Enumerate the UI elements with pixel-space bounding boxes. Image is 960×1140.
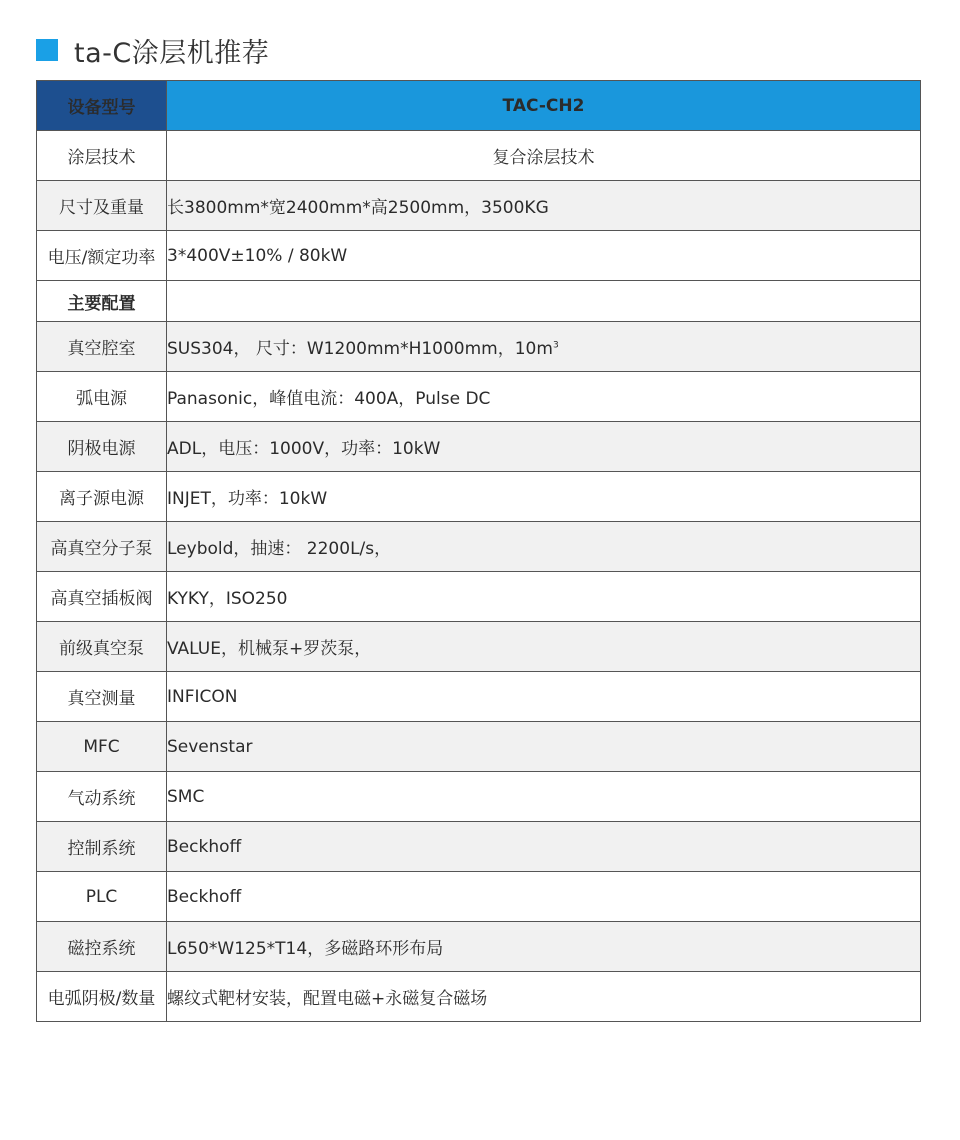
row-value: 长3800mm*宽2400mm*高2500mm，3500KG	[167, 181, 921, 231]
section-row	[37, 281, 921, 322]
table-row	[37, 231, 921, 281]
row-value: Leybold，抽速： 2200L/s，	[167, 522, 921, 572]
row-value: Beckhoff	[167, 872, 921, 922]
table-row	[37, 181, 921, 231]
row-label: 尺寸及重量	[37, 181, 167, 231]
row-value: INFICON	[167, 672, 921, 722]
page-header	[36, 30, 269, 70]
square-bullet-icon	[36, 39, 58, 61]
row-label: 电压/额定功率	[37, 231, 167, 281]
table-header-row	[37, 81, 921, 131]
row-value: INJET，功率：10kW	[167, 472, 921, 522]
row-label: 阴极电源	[37, 422, 167, 472]
row-label: 前级真空泵	[37, 622, 167, 672]
row-value: KYKY，ISO250	[167, 572, 921, 622]
row-value: 3*400V±10% / 80kW	[167, 231, 921, 281]
page-title: ta-C涂层机推荐	[74, 37, 270, 69]
table-row	[37, 772, 921, 822]
table-row	[37, 822, 921, 872]
row-value: Beckhoff	[167, 822, 921, 872]
row-value: 复合涂层技术	[167, 131, 921, 181]
row-label: 磁控系统	[37, 922, 167, 972]
header-model: TAC-CH2	[167, 81, 921, 131]
table-row	[37, 131, 921, 181]
table-row	[37, 872, 921, 922]
spec-table	[36, 80, 921, 1022]
table-row	[37, 622, 921, 672]
table-row	[37, 572, 921, 622]
table-row	[37, 972, 921, 1022]
row-value: 螺纹式靶材安装，配置电磁+永磁复合磁场	[167, 972, 921, 1022]
row-value: L650*W125*T14，多磁路环形布局	[167, 922, 921, 972]
row-value-text: SUS304， 尺寸：W1200mm*H1000mm，10m	[167, 339, 553, 359]
row-value: SMC	[167, 772, 921, 822]
header-label: 设备型号	[37, 81, 167, 131]
row-value: Panasonic，峰值电流：400A，Pulse DC	[167, 372, 921, 422]
table-row	[37, 722, 921, 772]
row-label: PLC	[37, 872, 167, 922]
table-row	[37, 672, 921, 722]
row-value	[167, 322, 921, 372]
row-label: 电弧阴极/数量	[37, 972, 167, 1022]
table-row	[37, 422, 921, 472]
table-row	[37, 472, 921, 522]
row-label: 涂层技术	[37, 131, 167, 181]
row-value: VALUE，机械泵+罗茨泵，	[167, 622, 921, 672]
row-label: 真空测量	[37, 672, 167, 722]
row-label: MFC	[37, 722, 167, 772]
table-row	[37, 372, 921, 422]
table-row	[37, 522, 921, 572]
row-value	[167, 281, 921, 322]
row-label: 控制系统	[37, 822, 167, 872]
superscript: 3	[552, 340, 559, 351]
row-label: 真空腔室	[37, 322, 167, 372]
row-value: ADL，电压：1000V，功率：10kW	[167, 422, 921, 472]
row-label: 气动系统	[37, 772, 167, 822]
row-value: Sevenstar	[167, 722, 921, 772]
table-row	[37, 922, 921, 972]
section-label: 主要配置	[37, 281, 167, 322]
row-label: 离子源电源	[37, 472, 167, 522]
table-row	[37, 322, 921, 372]
row-label: 弧电源	[37, 372, 167, 422]
row-label: 高真空插板阀	[37, 572, 167, 622]
row-label: 高真空分子泵	[37, 522, 167, 572]
